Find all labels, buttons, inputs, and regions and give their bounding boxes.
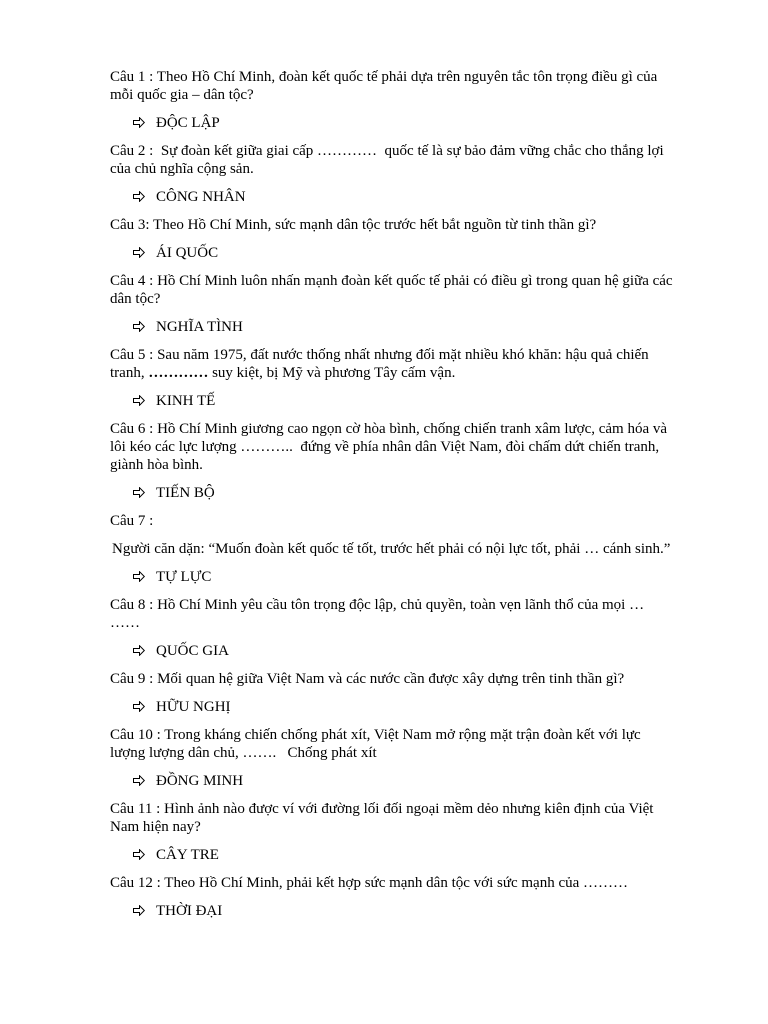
arrow-right-icon [133, 701, 145, 712]
answer-text: TỰ LỰC [156, 569, 212, 585]
answer-3 [110, 244, 750, 262]
text-line: Câu 10 : Trong kháng chiến chống phát xít, Việt Nam mở rộng mặt trận đoàn kết với lực [110, 727, 641, 743]
question-8 [110, 596, 750, 632]
question-3 [110, 216, 750, 234]
answer-text: KINH TẾ [156, 393, 216, 409]
answer-2 [110, 188, 750, 206]
answer-text: ĐỘC LẬP [156, 115, 220, 131]
text-line: Câu 7 : [110, 513, 154, 529]
answer-text: ĐỒNG MINH [156, 773, 244, 789]
arrow-right-icon [133, 905, 145, 916]
text-line: Câu 2 : Sự đoàn kết giữa giai cấp ………… quốc tế là sự bảo đảm vững chắc cho thắng lợi [110, 143, 664, 159]
answer-11 [110, 846, 750, 864]
text-line: Người căn dặn: “Muốn đoàn kết quốc tế tốt, trước hết phải có nội lực tốt, phải … cánh sinh.” [112, 541, 671, 557]
text-line: mỗi quốc gia – dân tộc? [110, 87, 254, 103]
text-line: của chủ nghĩa cộng sản. [110, 161, 254, 177]
arrow-right-icon [133, 487, 145, 498]
text-line: Câu 1 : Theo Hồ Chí Minh, đoàn kết quốc tế phải dựa trên nguyên tắc tôn trọng điều gì của [110, 69, 658, 85]
arrow-right-icon [133, 571, 145, 582]
answer-text: CÔNG NHÂN [156, 189, 246, 205]
text-line: giành hòa bình. [110, 457, 203, 473]
answer-8 [110, 642, 750, 660]
text-line: Câu 9 : Mối quan hệ giữa Việt Nam và các nước cần được xây dựng trên tinh thần gì? [110, 671, 625, 687]
blank-placeholder: ………… [148, 365, 209, 381]
question-6 [110, 420, 750, 474]
question-5 [110, 346, 750, 382]
text-line: Câu 12 : Theo Hồ Chí Minh, phải kết hợp sức mạnh dân tộc với sức mạnh của ……… [110, 875, 629, 891]
question-9 [110, 670, 750, 688]
question-2 [110, 142, 750, 178]
arrow-right-icon [133, 395, 145, 406]
question-list [110, 68, 750, 930]
answer-10 [110, 772, 750, 790]
answer-text: TIẾN BỘ [156, 485, 215, 501]
text-line: Câu 4 : Hồ Chí Minh luôn nhấn mạnh đoàn kết quốc tế phải có điều gì trong quan hệ giữa các [110, 273, 673, 289]
arrow-right-icon [133, 849, 145, 860]
answer-text: ÁI QUỐC [156, 245, 219, 261]
text-line: lượng lượng dân chủ, ……. Chống phát xít [110, 745, 377, 761]
answer-text: NGHĨA TÌNH [156, 319, 243, 335]
answer-1 [110, 114, 750, 132]
arrow-right-icon [133, 645, 145, 656]
text-line: Câu 11 : Hình ảnh nào được ví với đường lối đối ngoại mềm dẻo nhưng kiên định của Việt [110, 801, 654, 817]
answer-text: HỮU NGHỊ [156, 699, 231, 715]
text-line: Câu 6 : Hồ Chí Minh giương cao ngọn cờ hòa bình, chống chiến tranh xâm lược, cảm hóa và [110, 421, 668, 437]
answer-7 [110, 568, 750, 586]
question-11 [110, 800, 750, 836]
question-12 [110, 874, 750, 892]
question-7 [110, 512, 750, 530]
arrow-right-icon [133, 775, 145, 786]
text-line: Nam hiện nay? [110, 819, 201, 835]
answer-text: QUỐC GIA [156, 643, 229, 659]
question-1 [110, 68, 750, 104]
answer-6 [110, 484, 750, 502]
text-line: Câu 8 : Hồ Chí Minh yêu cầu tôn trọng độc lập, chủ quyền, toàn vẹn lãnh thổ của mọi … [110, 597, 645, 613]
text-line: Câu 5 : Sau năm 1975, đất nước thống nhất nhưng đối mặt nhiều khó khăn: hậu quả chiến [110, 347, 649, 363]
text-line [110, 364, 750, 382]
question-10 [110, 726, 750, 762]
question-4 [110, 272, 750, 308]
arrow-right-icon [133, 191, 145, 202]
text-line: lôi kéo các lực lượng ……….. đứng về phía nhân dân Việt Nam, đòi chấm dứt chiến tranh, [110, 439, 660, 455]
answer-9 [110, 698, 750, 716]
answer-4 [110, 318, 750, 336]
answer-text: CÂY TRE [156, 847, 219, 863]
arrow-right-icon [133, 247, 145, 258]
answer-5 [110, 392, 750, 410]
answer-text: THỜI ĐẠI [156, 903, 223, 919]
text-line: dân tộc? [110, 291, 161, 307]
text-segment: suy kiệt, bị Mỹ và phương Tây cấm vận. [208, 365, 456, 381]
arrow-right-icon [133, 321, 145, 332]
text-line: Câu 3: Theo Hồ Chí Minh, sức mạnh dân tộc trước hết bắt nguồn từ tinh thần gì? [110, 217, 597, 233]
question-7-note [110, 540, 750, 558]
text-segment: tranh, [110, 365, 149, 381]
arrow-right-icon [133, 117, 145, 128]
answer-12 [110, 902, 750, 920]
text-line: …… [110, 615, 140, 631]
